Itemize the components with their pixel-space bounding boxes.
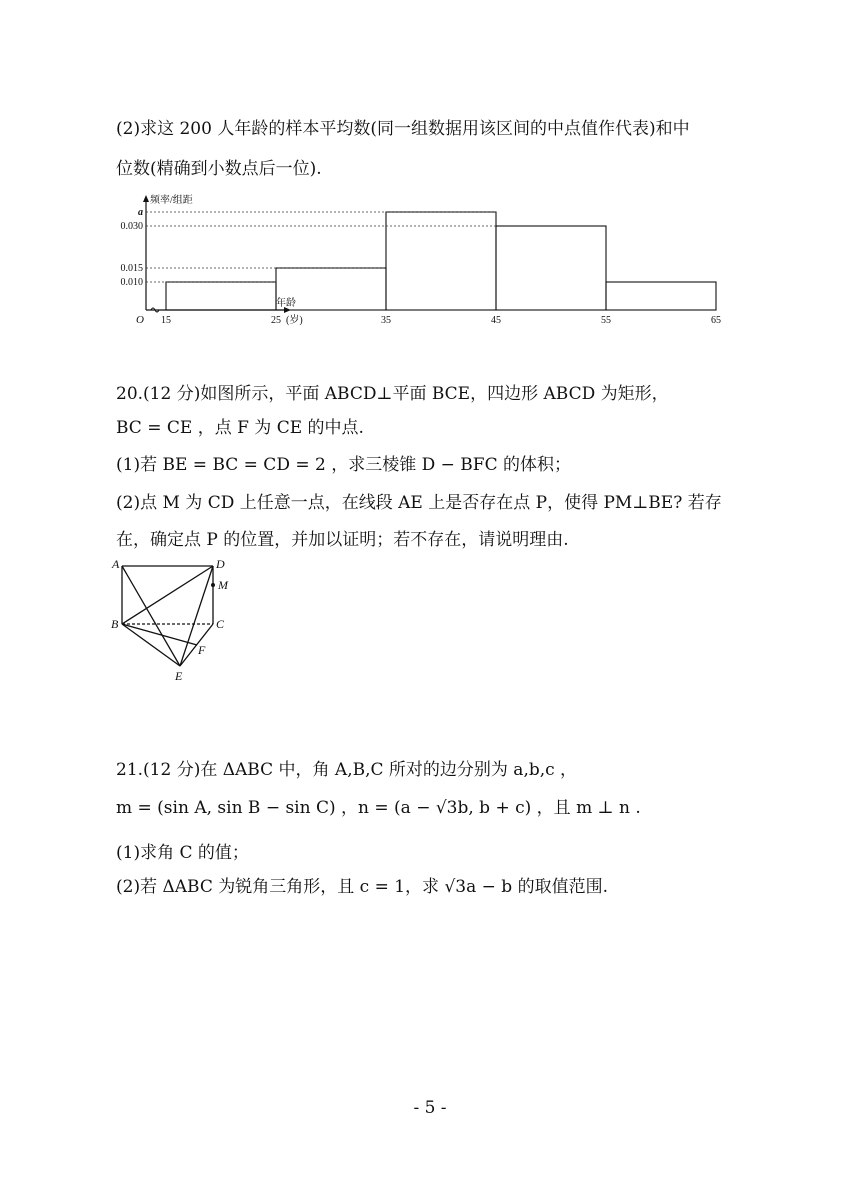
origin-label: O [136,314,144,326]
label-D: D [216,557,225,571]
y-tick-label: 0.015 [120,263,143,274]
edge-BD [122,566,213,624]
edge-DE [180,566,213,666]
q21-line3: (1)求角 C 的值； [116,843,249,863]
histogram-group [121,193,722,326]
q21-line2: m = (sin A, sin B − sin C) ，n = (a − √3b, b + c) ，且 m ⊥ n . [116,798,641,818]
q20-line5: 在，确定点 P 的位置，并加以证明；若不存在，请说明理由. [116,530,569,550]
edge-AE [122,566,180,666]
y-axis-label: 频率/组距 [150,195,193,206]
point-M [211,583,215,587]
x-tick-label: 35 [381,315,391,326]
label-E: E [175,669,183,683]
label-C: C [216,617,225,631]
x-tick-label: 15 [161,315,171,326]
bar-15-25 [166,282,276,310]
q20-line2: BC = CE ，点 F 为 CE 的中点. [116,418,364,438]
q20-line3: (1)若 BE = BC = CD = 2 ，求三棱锥 D − BFC 的体积； [116,455,571,475]
y-axis-arrow [143,195,149,202]
edge-BE [122,624,180,666]
q20-line1: 20.(12 分)如图所示，平面 ABCD⊥平面 BCE，四边形 ABCD 为矩形， [116,384,669,404]
y-tick-label: 0.030 [120,221,143,232]
q21-line4: (2)若 ΔABC 为锐角三角形，且 c = 1，求 √3a − b 的取值范围. [116,877,608,897]
page-number: - 5 - [413,1098,447,1118]
q21-line1: 21.(12 分)在 ΔABC 中，角 A,B,C 所对的边分别为 a,b,c ， [116,760,578,780]
label-A: A [112,557,120,571]
prism-figure [108,556,248,686]
x-tick-label: 55 [601,315,611,326]
bar-55-65 [606,282,716,310]
label-M: M [218,578,228,592]
q19-part2-line1: (2)求这 200 人年龄的样本平均数(同一组数据用该区间的中点值作代表)和中 [116,119,690,139]
bar-45-55 [496,226,606,310]
y-tick-label: a [138,207,143,218]
x-axis-label: 年龄 [276,298,296,309]
x-tick-label: 65 [711,315,721,326]
bar-35-45 [386,212,496,310]
x-tick-label: 45 [491,315,501,326]
q19-part2-line2: 位数(精确到小数点后一位). [116,159,322,179]
age-histogram [108,190,721,330]
label-B: B [111,617,119,631]
label-F: F [198,643,206,657]
x-tick-label: 25 [271,315,281,326]
x-axis-unit: (岁) [286,315,303,326]
q20-line4: (2)点 M 为 CD 上任意一点，在线段 AE 上是否存在点 P，使得 PM⊥BE? 若存 [116,493,722,513]
y-tick-label: 0.010 [120,277,143,288]
edge-BF [122,624,197,645]
